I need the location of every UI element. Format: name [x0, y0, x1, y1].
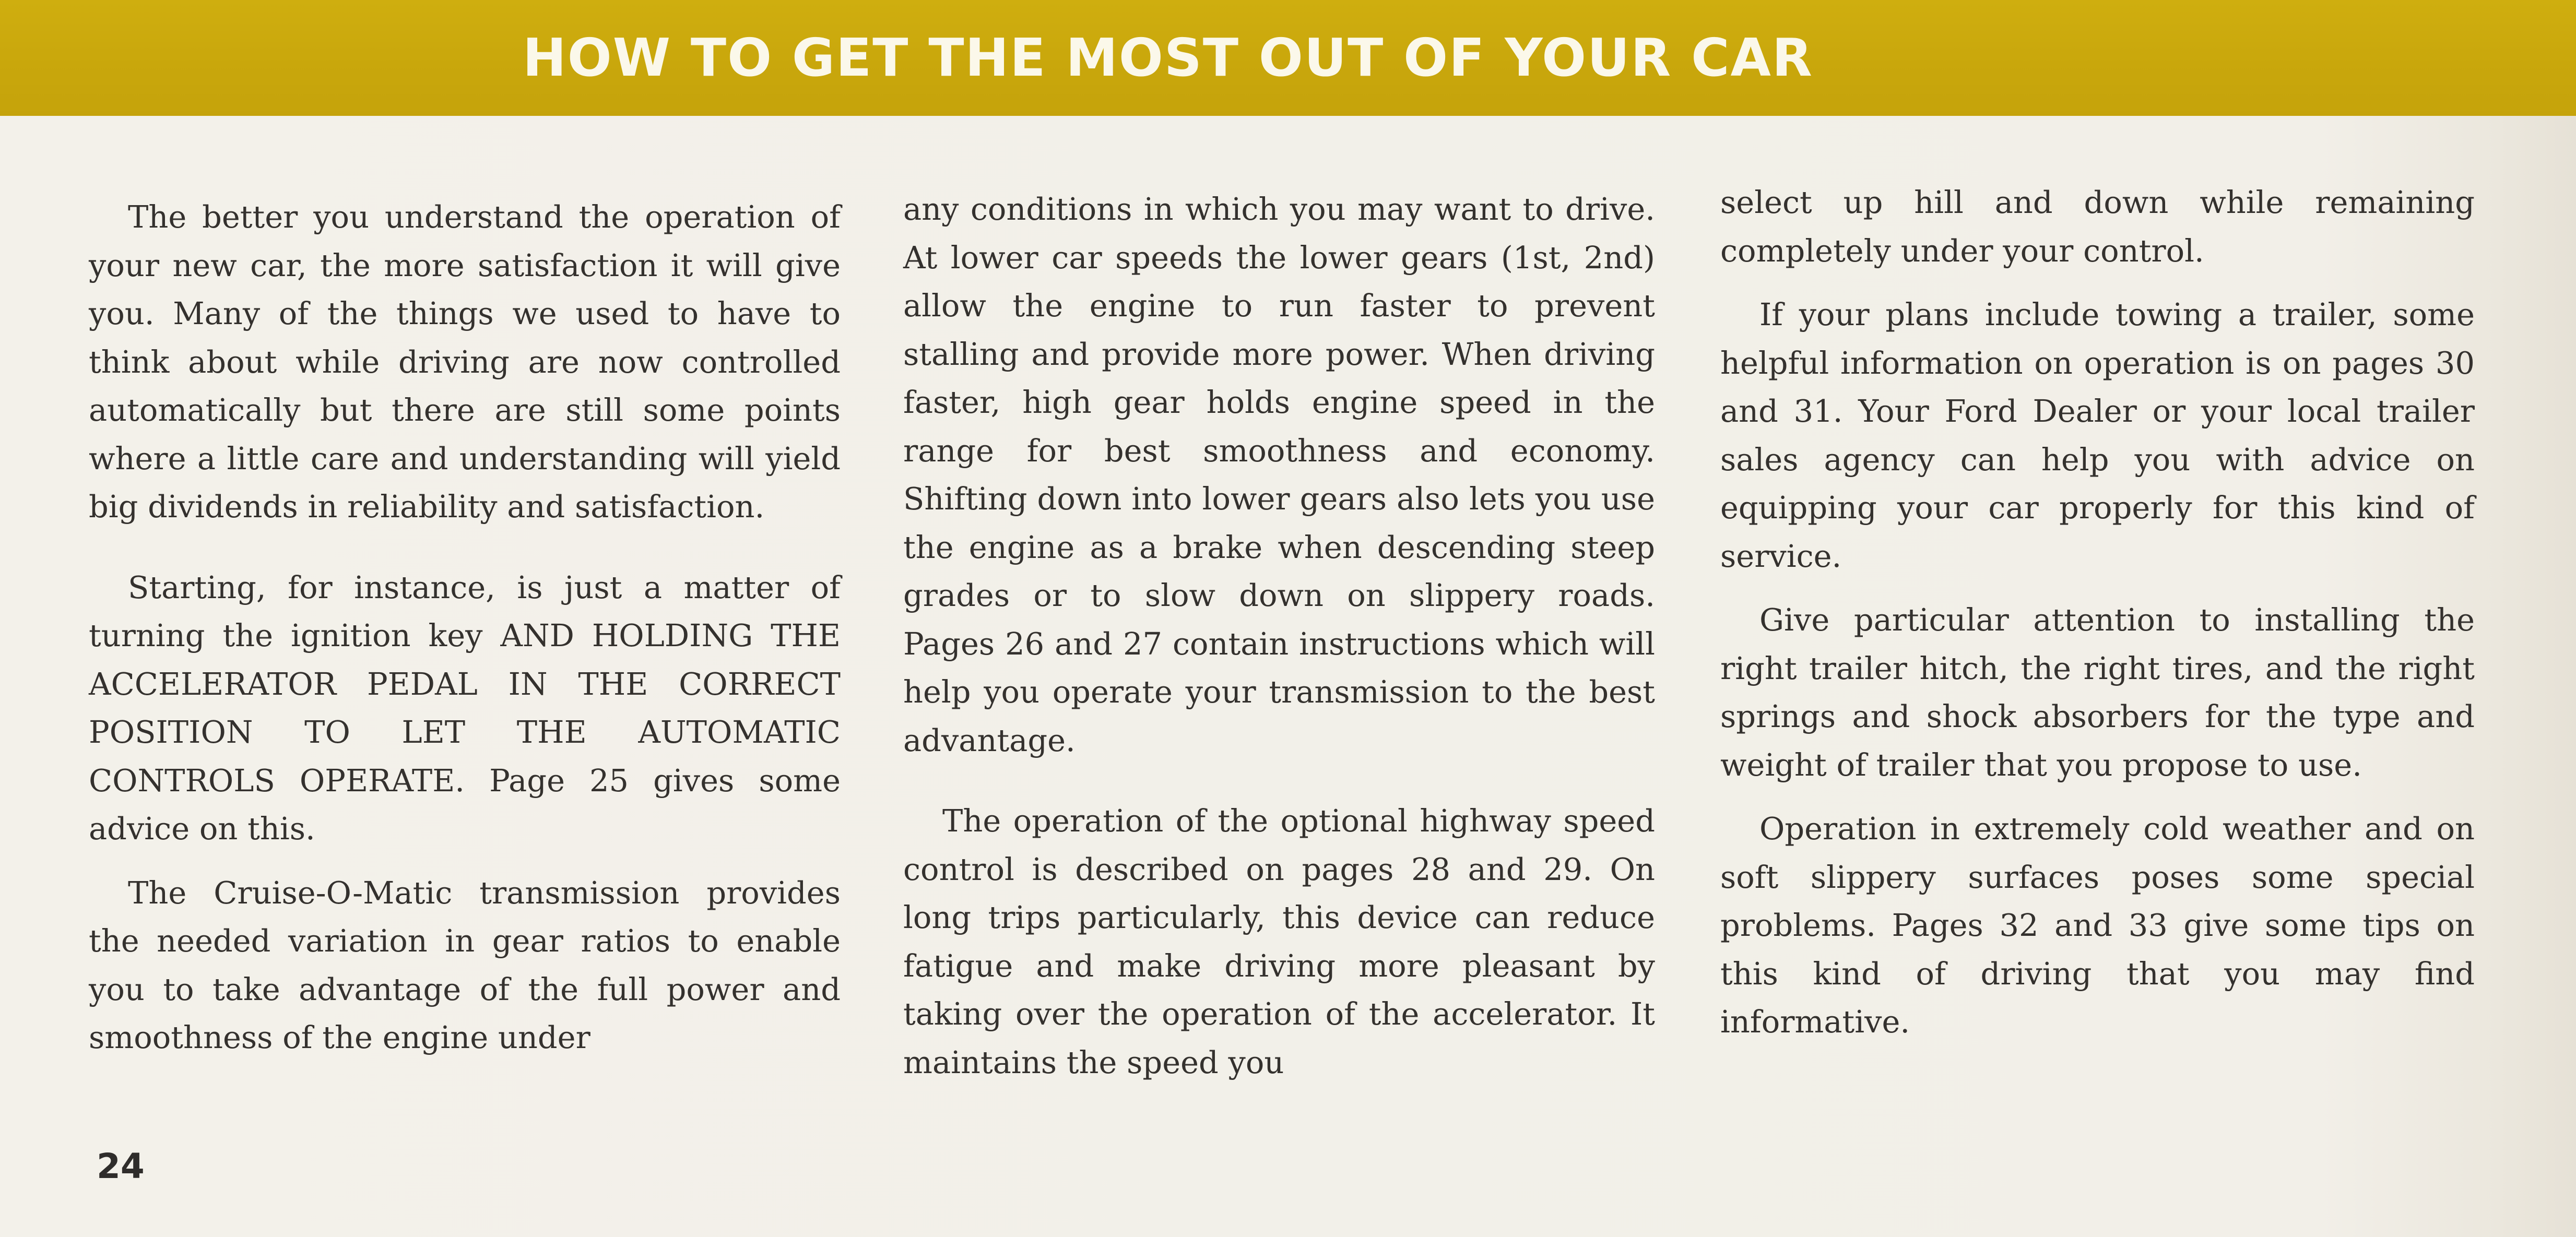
- paragraph: Operation in extremely cold weather and on soft slippery surfaces poses some special problems. Pages 32 and 33 give some tips on this kind of driving that you may find informative.: [1720, 811, 2475, 1040]
- paragraph: The operation of the optional highway speed control is described on pages 28 and 29. On long trips particularly, this device can reduce fatigue and make driving more pleasant by taking over the operation of the accelerator. It maintains the speed you: [903, 803, 1655, 1080]
- paragraph: The Cruise-O-Matic transmission provides the needed variation in gear ratios to enable you to take advantage of the full power and smoothness of the engine under: [89, 874, 841, 1055]
- page-title-text: HOW TO GET THE MOST OUT OF YOUR CAR: [523, 27, 1813, 88]
- text-column-3: [1720, 179, 2475, 1046]
- paragraph: select up hill and down while remaining completely under your control.: [1720, 184, 2475, 269]
- paragraph: If your plans include towing a trailer, some helpful information on operation is on pages 30 and 31. Your Ford Dealer or your local trailer sales agency can help you with advice on equipping your car properly for this kind of service.: [1720, 296, 2475, 574]
- paragraph: Give particular attention to installing the right trailer hitch, the right tires, and the right springs and shock absorbers for the type and weight of trailer that you propose to use.: [1720, 602, 2475, 783]
- paragraph: Starting, for instance, is just a matter of turning the ignition key AND HOLDING THE ACCELERATOR PEDAL IN THE CORRECT POSITION TO LET THE AUTOMATIC CONTROLS OPERATE. Page 25 gives some advice on this.: [89, 569, 841, 847]
- text-column-1: [89, 193, 841, 1062]
- page-title: [0, 27, 2576, 88]
- paragraph: any conditions in which you may want to drive. At lower car speeds the lower gears (1st, 2nd) allow the engine to run faster to prevent stalling and provide more power. When driving faster, high gear holds engine speed in the range for best smoothness and economy. Shifting down into lower gears also lets you use the engine as a brake when descending steep grades or to slow down on slippery roads. Pages 26 and 27 contain instructions which will help you operate your transmission to the best advantage.: [903, 191, 1655, 758]
- paragraph: The better you understand the operation of your new car, the more satisfaction it will give you. Many of the things we used to have to think about while driving are now controlled automatically but there are still some points where a little care and understanding will yield big dividends in reliability and satisfaction.: [89, 199, 841, 525]
- text-column-2: [903, 185, 1655, 1087]
- page-number: 24: [97, 1146, 145, 1186]
